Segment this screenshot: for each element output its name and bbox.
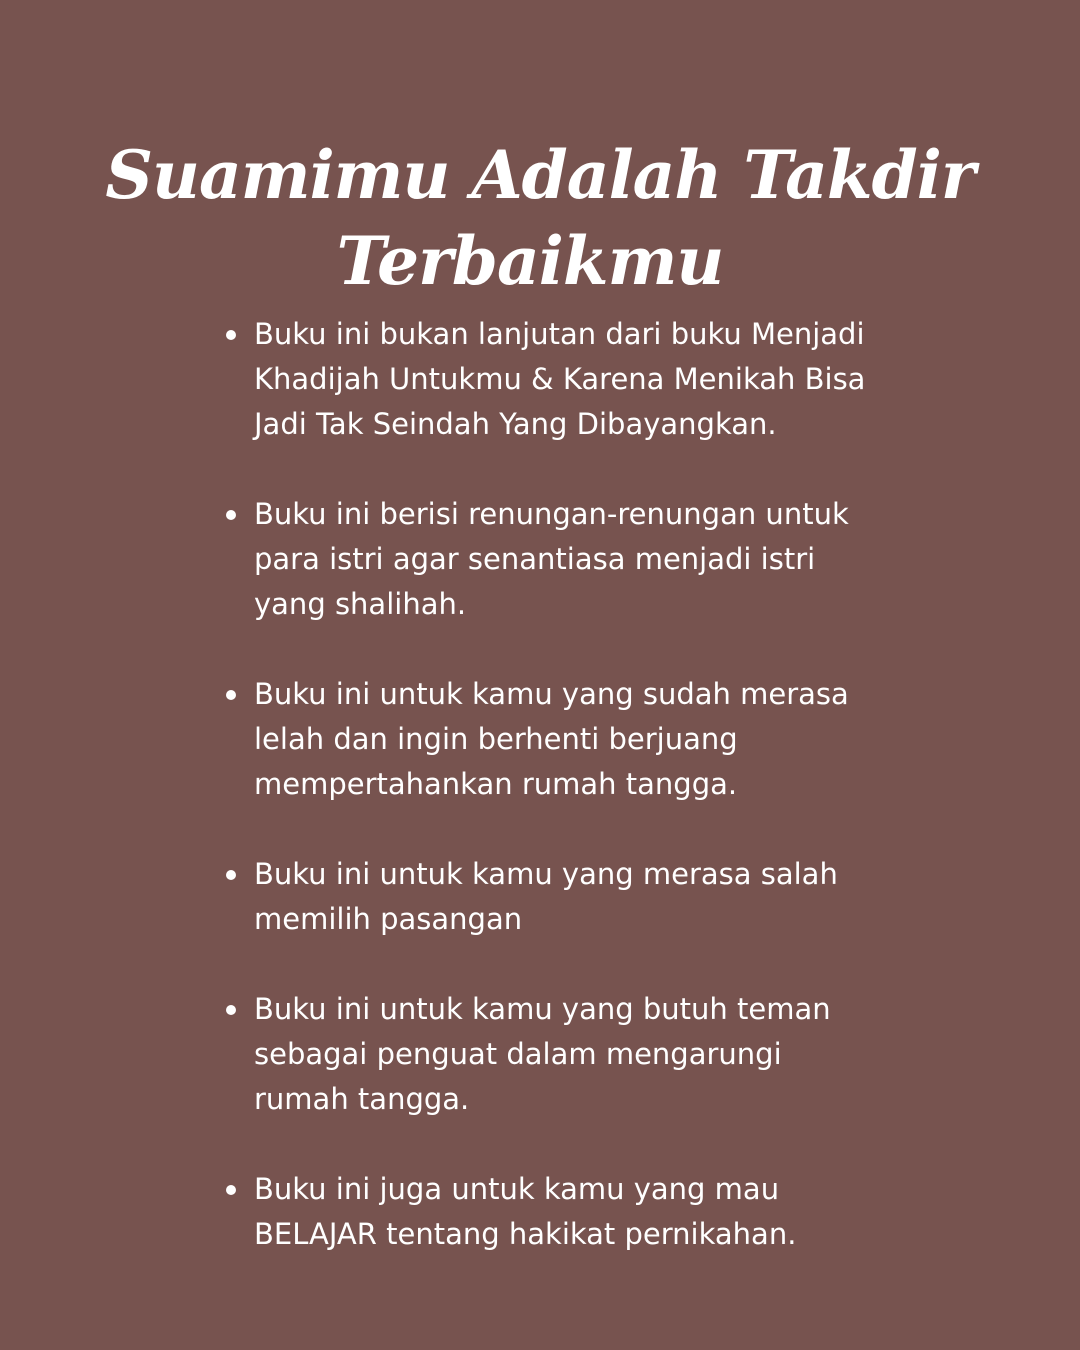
list-item bbox=[222, 312, 882, 447]
bullet-dot-icon bbox=[226, 330, 236, 340]
list-item-text: Buku ini juga untuk kamu yang mau BELAJAR tentang hakikat pernikahan. bbox=[254, 1172, 797, 1251]
list-item-text: Buku ini berisi renungan-renungan untuk para istri agar senantiasa menjadi istri yang shalihah. bbox=[254, 497, 849, 621]
bullet-list bbox=[222, 312, 882, 1257]
list-item bbox=[222, 492, 882, 627]
list-item bbox=[222, 987, 882, 1122]
bullet-dot-icon bbox=[226, 1185, 236, 1195]
list-item-text: Buku ini bukan lanjutan dari buku Menjadi Khadijah Untukmu & Karena Menikah Bisa Jadi Tak Seindah Yang Dibayangkan. bbox=[254, 317, 866, 441]
bullet-dot-icon bbox=[226, 510, 236, 520]
list-item-text: Buku ini untuk kamu yang merasa salah memilih pasangan bbox=[254, 857, 838, 936]
bullet-dot-icon bbox=[226, 690, 236, 700]
page-title bbox=[0, 132, 1080, 304]
list-item-text: Buku ini untuk kamu yang sudah merasa lelah dan ingin berhenti berjuang mempertahankan rumah tangga. bbox=[254, 677, 849, 801]
title-line-2: Terbaikmu bbox=[336, 222, 724, 301]
list-item-text: Buku ini untuk kamu yang butuh teman sebagai penguat dalam mengarungi rumah tangga. bbox=[254, 992, 831, 1116]
list-item bbox=[222, 852, 882, 942]
bullet-dot-icon bbox=[226, 870, 236, 880]
list-item bbox=[222, 1167, 882, 1257]
list-item bbox=[222, 672, 882, 807]
title-line-1: Suamimu Adalah Takdir bbox=[105, 136, 975, 215]
bullet-dot-icon bbox=[226, 1005, 236, 1015]
